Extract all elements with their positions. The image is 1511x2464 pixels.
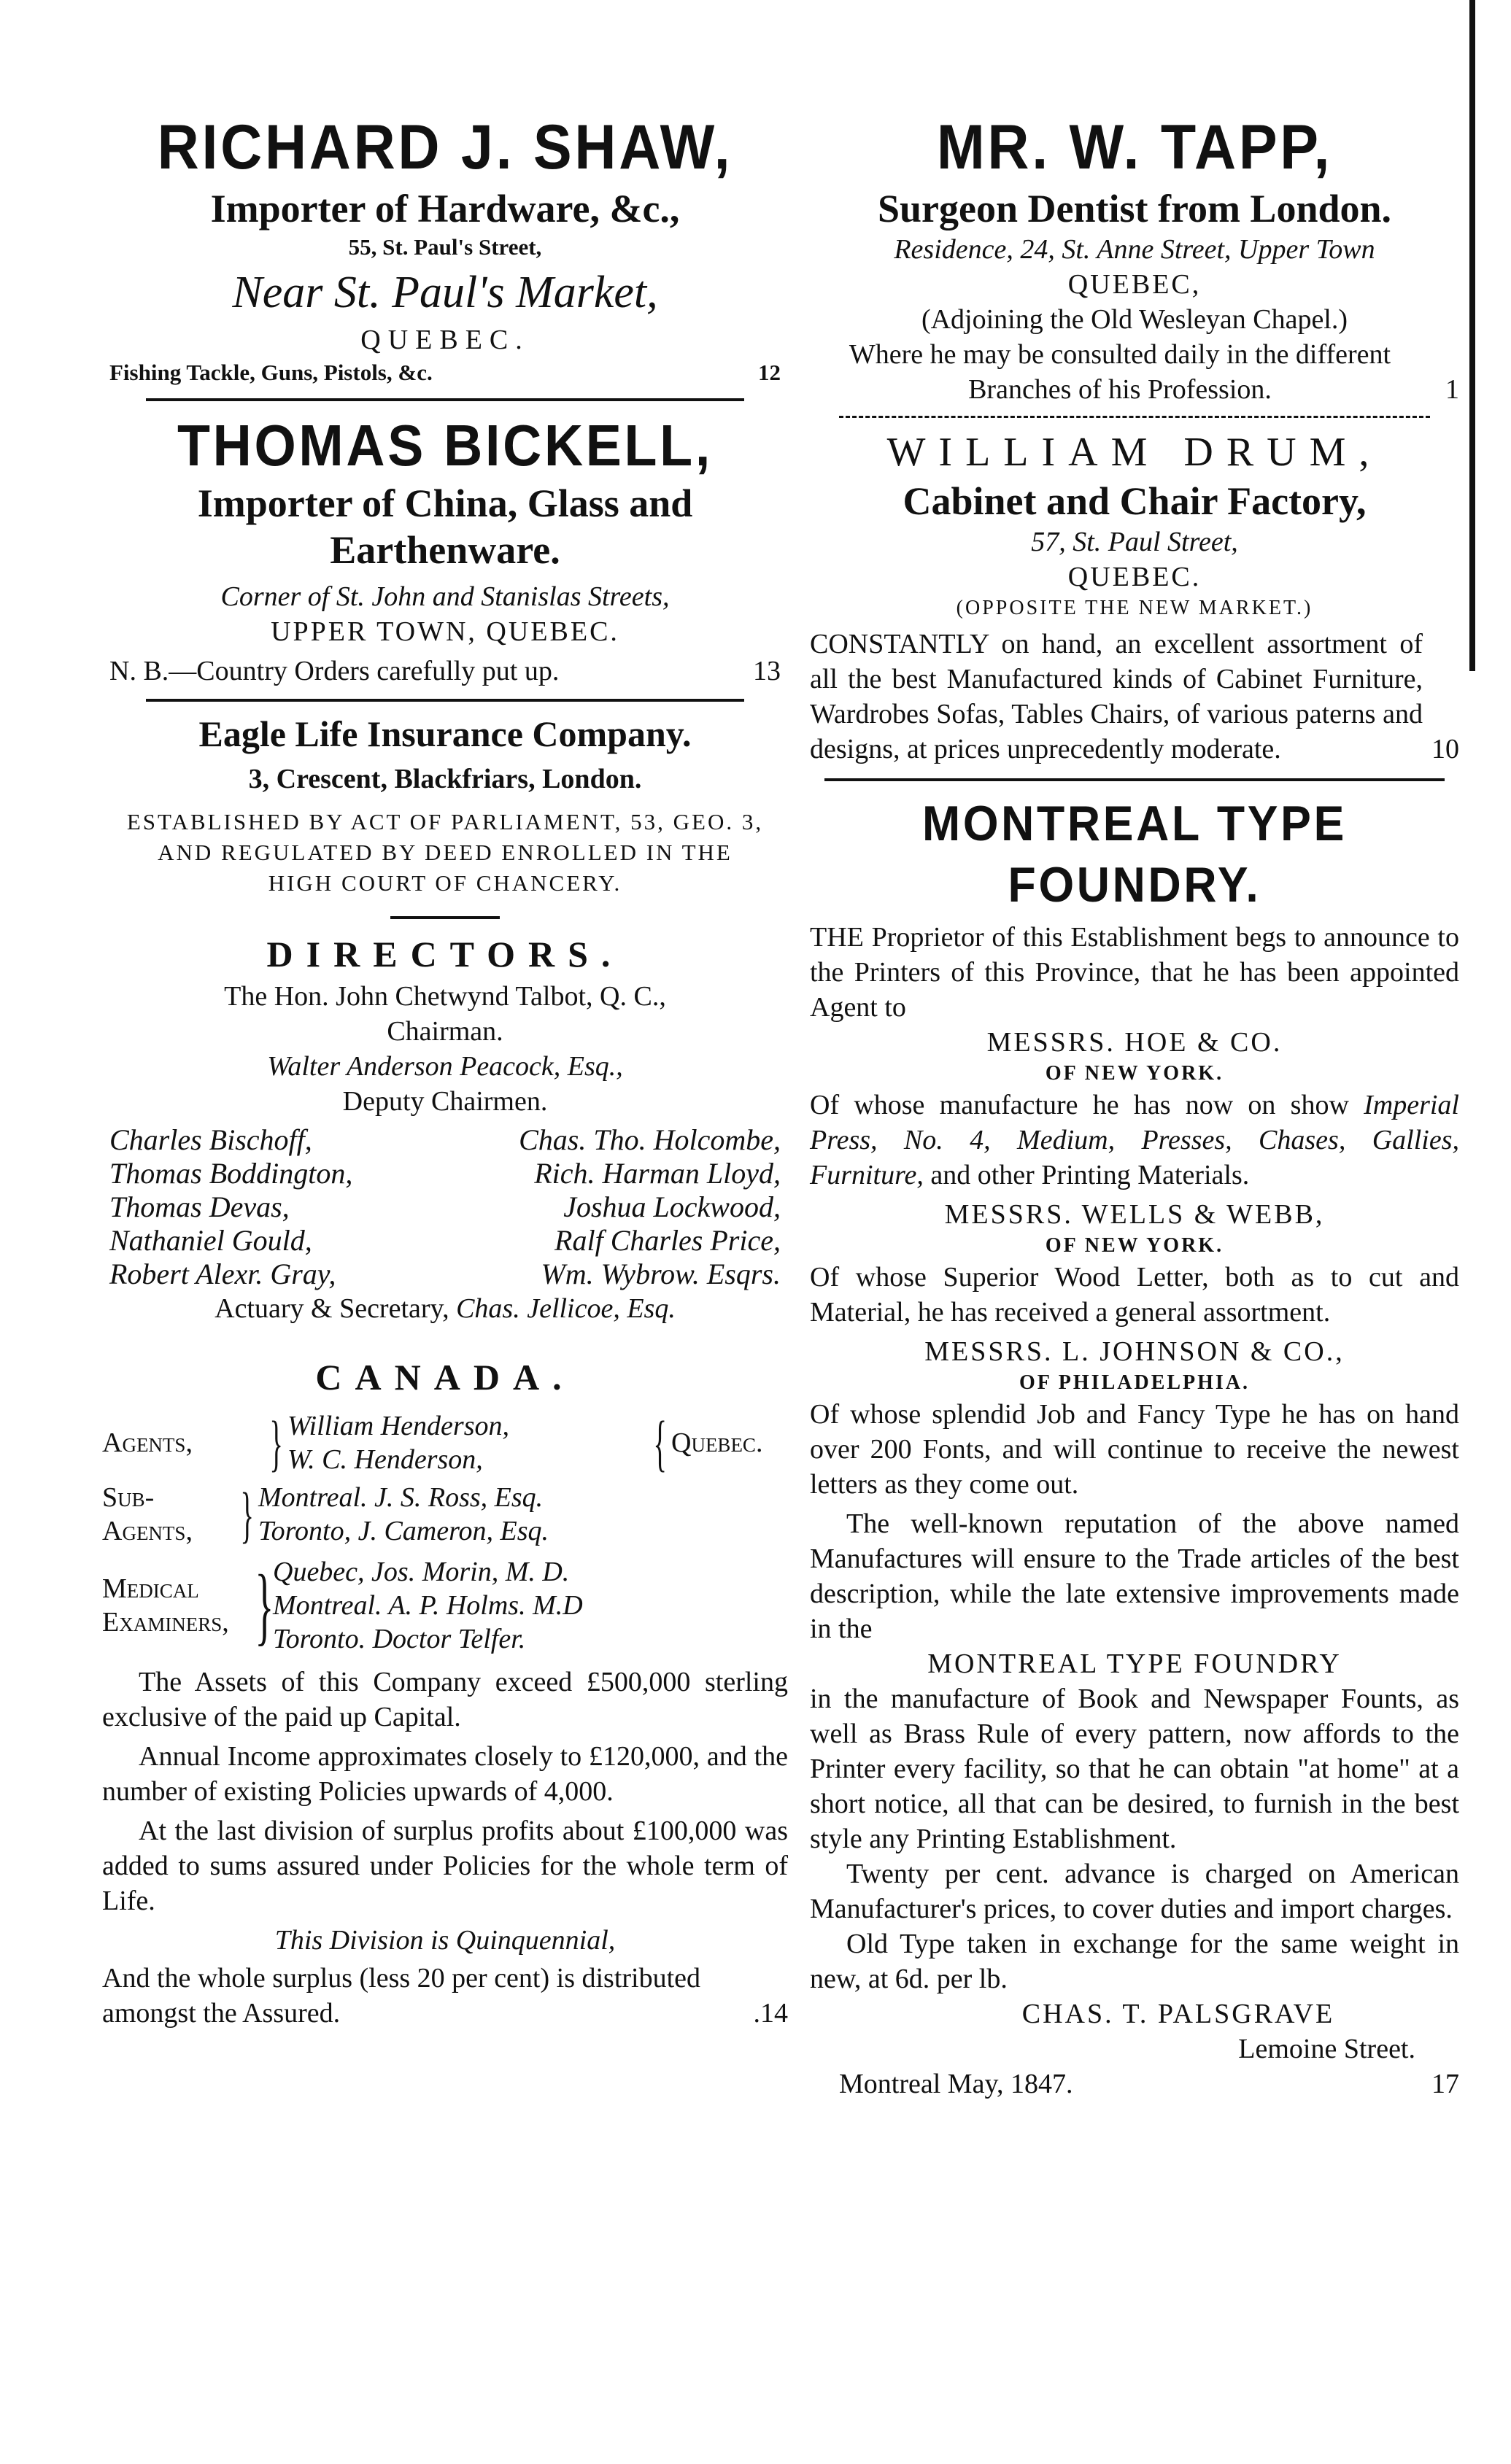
shaw-name: RICHARD J. SHAW, [157, 112, 733, 182]
drum-address: 57, St. Paul Street, [1031, 527, 1238, 557]
director-name: Thomas Devas, [109, 1190, 290, 1223]
shaw-city: QUEBEC. [360, 325, 530, 355]
director-name: Robert Alexr. Gray, [109, 1258, 336, 1290]
director-name: Nathaniel Gould, [109, 1224, 312, 1257]
drum-number: 10 [1431, 734, 1459, 764]
directors-heading: DIRECTORS. [266, 934, 624, 975]
medical-line: Toronto. Doctor Telfer. [273, 1624, 526, 1654]
hoe-text-end: and other Printing Materials. [930, 1160, 1250, 1190]
reputation-text: The well-known reputation of the above named Manufactures will ensure to the Trade articles of the best description, while the late extensive improvements made in the [810, 1508, 1459, 1644]
bickell-title-1: Importer of China, Glass and [197, 481, 693, 525]
shaw-title: Importer of Hardware, &c., [210, 187, 680, 230]
director-name: Ralf Charles Price, [554, 1224, 781, 1257]
foundry-date: Montreal May, 1847. [839, 2069, 1073, 2099]
page-edge-bar [1469, 0, 1475, 671]
foundry-name: MONTREAL TYPE FOUNDRY [927, 1649, 1342, 1679]
foundry-intro: THE Proprietor of this Establishment begs to announce to the Printers of this Province, that he has been appointed Agent to [810, 922, 1459, 1023]
medical-label: Medical [102, 1573, 199, 1604]
divider [146, 398, 744, 401]
medical-line: Montreal. A. P. Holms. M.D [273, 1590, 583, 1621]
sub-agents-label: Agents, [102, 1516, 193, 1546]
tapp-consult: Where he may be consulted daily in the different Branches of his Profession. [849, 339, 1391, 405]
tapp-residence: Residence, 24, St. Anne Street, Upper Town [894, 234, 1375, 265]
actuary-label: Actuary & Secretary, [215, 1293, 449, 1324]
director-name: Joshua Lockwood, [563, 1190, 781, 1223]
sub-agent-line: Montreal. J. S. Ross, Esq. [258, 1482, 544, 1513]
eagle-ad [102, 712, 788, 2031]
wells-name: MESSRS. WELLS & WEBB, [944, 1199, 1325, 1230]
manufacture-text: in the manufacture of Book and Newspaper Founts, as well as Brass Rule of every pattern, now affords to the Printer every facility, so that he can obtain "at home" at a short notice, all that can be desired, to furnish in the best style any Printing Establishment. [810, 1684, 1459, 1854]
johnson-city: OF PHILADELPHIA. [1019, 1371, 1251, 1394]
division-text: At the last division of surplus profits about £100,000 was added to sums assured under Policies for the whole term of Life. [102, 1816, 788, 1916]
director-name: Chas. Tho. Holcombe, [519, 1123, 781, 1156]
foundry-ad [810, 793, 1459, 2101]
foundry-title: MONTREAL TYPE FOUNDRY. [922, 796, 1347, 913]
deputy-title: Deputy Chairmen. [342, 1086, 548, 1117]
drum-ad [810, 427, 1459, 767]
agents-label: Agents, [102, 1427, 193, 1458]
wells-city: OF NEW YORK. [1045, 1234, 1224, 1257]
eagle-title: Eagle Life Insurance Company. [198, 713, 692, 754]
drum-name: WILLIAM DRUM, [886, 430, 1383, 475]
agents-place: Quebec. [671, 1427, 763, 1458]
tapp-name: MR. W. TAPP, [936, 112, 1333, 182]
brace-icon: } [240, 1479, 254, 1549]
medical-row [102, 1555, 788, 1656]
tapp-title: Surgeon Dentist from London. [877, 187, 1392, 230]
shaw-script-line: Near St. Paul's Market, [232, 268, 658, 317]
medical-label: Examiners, [102, 1607, 229, 1638]
advance-text: Twenty per cent. advance is charged on American Manufacturer's prices, to cover duties and import charges. [810, 1859, 1459, 1924]
chairman-title: Chairman. [387, 1016, 503, 1047]
drum-city: QUEBEC. [1067, 562, 1202, 592]
director-name: Thomas Boddington, [109, 1157, 353, 1190]
bickell-ad [102, 411, 788, 689]
hoe-products: Imperial Press, No. 4, Medium, Presses, Chases, Gallies, Furniture, [810, 1090, 1459, 1190]
sub-agent-line: Toronto, J. Cameron, Esq. [258, 1516, 549, 1546]
actuary-name: Chas. Jellicoe, Esq. [456, 1293, 676, 1324]
directors-list [102, 1123, 788, 1291]
divider [390, 916, 500, 919]
income-text: Annual Income approximates closely to £120,000, and the number of existing Policies upwards of 4,000. [102, 1741, 788, 1807]
tapp-city: QUEBEC, [1067, 269, 1202, 300]
old-type-text: Old Type taken in exchange for the same weight in new, at 6d. per lb. [810, 1929, 1459, 1994]
canada-heading: CANADA. [315, 1357, 575, 1398]
medical-line: Quebec, Jos. Morin, M. D. [273, 1557, 570, 1587]
bickell-address: Corner of St. John and Stanislas Streets, [220, 581, 670, 612]
agent-name: W. C. Henderson, [287, 1444, 483, 1475]
bickell-town: UPPER TOWN, QUEBEC. [271, 616, 619, 647]
signer-street: Lemoine Street. [1238, 2034, 1415, 2064]
tapp-adjoining: (Adjoining the Old Wesleyan Chapel.) [921, 304, 1348, 335]
divider [824, 778, 1445, 781]
brace-icon: } [255, 1557, 274, 1654]
deputy-line: Walter Anderson Peacock, Esq., [267, 1051, 623, 1082]
chairman-line: The Hon. John Chetwynd Talbot, Q. C., [224, 981, 666, 1012]
quinquennial-text: This Division is Quinquennial, [274, 1925, 616, 1956]
hoe-name: MESSRS. HOE & CO. [986, 1027, 1283, 1058]
shaw-number: 12 [758, 360, 781, 385]
drum-body: CONSTANTLY on hand, an excellent assortment of all the best Manufactured kinds of Cabinet Furniture, Wardrobes Sofas, Tables Chairs, of various paterns and designs, at prices unprecedently moderate. [810, 629, 1423, 764]
sub-agents-row [102, 1481, 788, 1548]
foundry-number: 17 [1431, 2069, 1459, 2099]
shaw-address: 55, St. Paul's Street, [348, 234, 542, 260]
surplus-text: And the whole surplus (less 20 per cent) is distributed amongst the Assured. [102, 1963, 701, 2029]
tapp-ad [810, 109, 1459, 407]
agent-name: William Henderson, [287, 1411, 509, 1441]
drum-opposite: (OPPOSITE THE NEW MARKET.) [956, 597, 1313, 619]
hoe-city: OF NEW YORK. [1045, 1062, 1224, 1085]
divider [839, 416, 1430, 418]
divider [146, 699, 744, 702]
shaw-goods: Fishing Tackle, Guns, Pistols, &c. [109, 360, 433, 385]
right-column [810, 109, 1459, 2101]
bickell-note: N. B.—Country Orders carefully put up. [109, 656, 560, 686]
johnson-text: Of whose splendid Job and Fancy Type he has on hand over 200 Fonts, and will continue to receive the newest letters as they come out. [810, 1399, 1459, 1500]
director-name: Rich. Harman Lloyd, [534, 1157, 781, 1190]
brace-icon: { [653, 1408, 667, 1478]
tapp-number: 1 [1445, 374, 1459, 405]
hoe-text: Of whose manufacture he has now on show [810, 1090, 1349, 1120]
wells-text: Of whose Superior Wood Letter, both as to cut and Material, he has received a general assortment. [810, 1262, 1459, 1328]
drum-title: Cabinet and Chair Factory, [903, 479, 1367, 523]
signer-name: CHAS. T. PALSGRAVE [1021, 1999, 1335, 2029]
bickell-name: THOMAS BICKELL, [177, 413, 713, 478]
eagle-address: 3, Crescent, Blackfriars, London. [248, 764, 642, 794]
johnson-name: MESSRS. L. JOHNSON & CO., [924, 1336, 1345, 1367]
bickell-number: 13 [753, 656, 781, 686]
director-name: Charles Bischoff, [109, 1123, 312, 1156]
bickell-title-2: Earthenware. [330, 528, 560, 572]
eagle-established: ESTABLISHED BY ACT OF PARLIAMENT, 53, GEO. 3, AND REGULATED BY DEED ENROLLED IN THE HIGH COURT OF CHANCERY. [126, 809, 764, 896]
assets-text: The Assets of this Company exceed £500,000 sterling exclusive of the paid up Capital. [102, 1667, 788, 1732]
eagle-number: .14 [753, 1998, 788, 2029]
left-column [102, 109, 788, 2031]
brace-icon: } [269, 1408, 283, 1478]
sub-agents-label: Sub- [102, 1482, 155, 1513]
director-name: Wm. Wybrow. Esqrs. [541, 1258, 781, 1290]
shaw-ad [102, 109, 788, 388]
agents-row [102, 1409, 788, 1476]
